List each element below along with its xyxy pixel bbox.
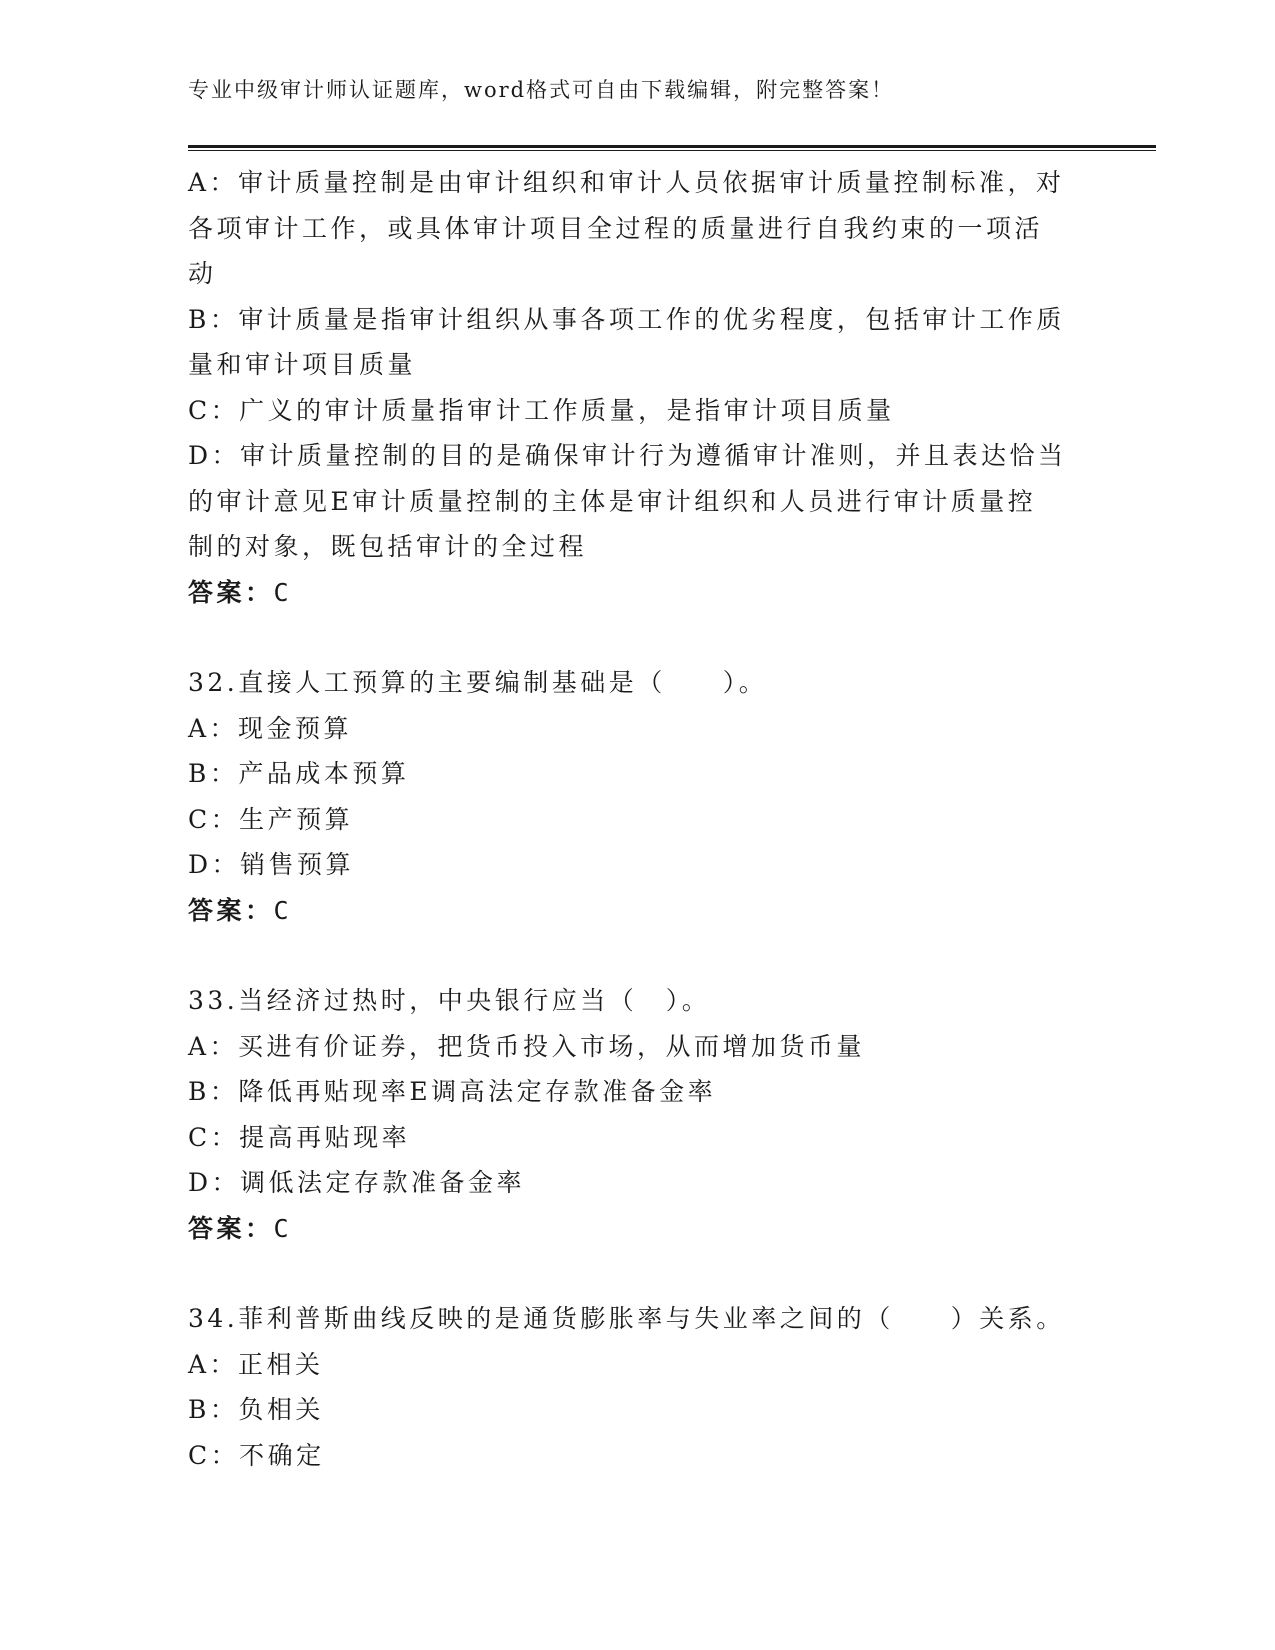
q34-question: 34.菲利普斯曲线反映的是通货膨胀率与失业率之间的（ ）关系。 bbox=[188, 1304, 1065, 1333]
q31-answer-value: C bbox=[273, 577, 293, 607]
q32-option-b: B：产品成本预算 bbox=[188, 759, 410, 788]
q31-option-c: C：广义的审计质量指审计工作质量，是指审计项目质量 bbox=[188, 395, 895, 425]
question-34 bbox=[188, 1296, 1088, 1478]
q31-option-d-line-2: 的审计意见E审计质量控制的主体是审计组织和人员进行审计质量控 bbox=[188, 486, 1037, 516]
q32-answer-label: 答案： bbox=[188, 895, 274, 925]
q33-question: 33.当经济过热时，中央银行应当（ ）。 bbox=[188, 986, 711, 1015]
q33-option-c: C：提高再贴现率 bbox=[188, 1122, 411, 1152]
q33-answer-label: 答案： bbox=[188, 1213, 274, 1243]
header-rule bbox=[188, 145, 1156, 151]
question-32 bbox=[188, 660, 1088, 933]
spacer bbox=[188, 615, 1088, 660]
q32-answer bbox=[188, 888, 1088, 934]
q32-answer-value: C bbox=[273, 895, 293, 925]
q31-option-a-line-3: 动 bbox=[188, 259, 217, 288]
q33-option-b: B：降低再贴现率E调高法定存款准备金率 bbox=[188, 1077, 717, 1106]
question-33 bbox=[188, 978, 1088, 1251]
q33-option-d: D：调低法定存款准备金率 bbox=[188, 1168, 526, 1197]
q34-option-b: B：负相关 bbox=[188, 1395, 324, 1424]
q32-option-a: A：现金预算 bbox=[188, 713, 353, 743]
q31-option-d-line-3: 制的对象，既包括审计的全过程 bbox=[188, 532, 588, 561]
q34-option-a: A：正相关 bbox=[188, 1349, 324, 1379]
q34-option-c: C：不确定 bbox=[188, 1440, 325, 1470]
q31-option-b-line-2: 量和审计项目质量 bbox=[188, 350, 417, 379]
spacer bbox=[188, 1251, 1088, 1296]
q33-option-a: A：买进有价证券，把货币投入市场，从而增加货币量 bbox=[188, 1031, 866, 1061]
q31-option-a-line-1: A：审计质量控制是由审计组织和审计人员依据审计质量控制标准，对 bbox=[188, 168, 1065, 197]
q31-option-b-line-1: B：审计质量是指审计组织从事各项工作的优劣程度，包括审计工作质 bbox=[188, 304, 1065, 334]
q33-answer bbox=[188, 1206, 1088, 1252]
page-header: 专业中级审计师认证题库，word格式可自由下载编辑，附完整答案！ bbox=[188, 78, 895, 102]
q31-option-d-line-1: D：审计质量控制的目的是确保审计行为遵循审计准则，并且表达恰当 bbox=[188, 441, 1067, 470]
q32-question: 32.直接人工预算的主要编制基础是（ ）。 bbox=[188, 668, 768, 697]
q33-answer-value: C bbox=[273, 1213, 293, 1243]
spacer bbox=[188, 933, 1088, 978]
q31-answer-label: 答案： bbox=[188, 577, 274, 607]
question-31 bbox=[188, 160, 1088, 615]
q32-option-d: D：销售预算 bbox=[188, 850, 355, 879]
q31-answer bbox=[188, 570, 1088, 616]
q32-option-c: C：生产预算 bbox=[188, 804, 354, 834]
document-body bbox=[188, 160, 1088, 1478]
q31-option-a-line-2: 各项审计工作，或具体审计项目全过程的质量进行自我约束的一项活 bbox=[188, 213, 1044, 243]
